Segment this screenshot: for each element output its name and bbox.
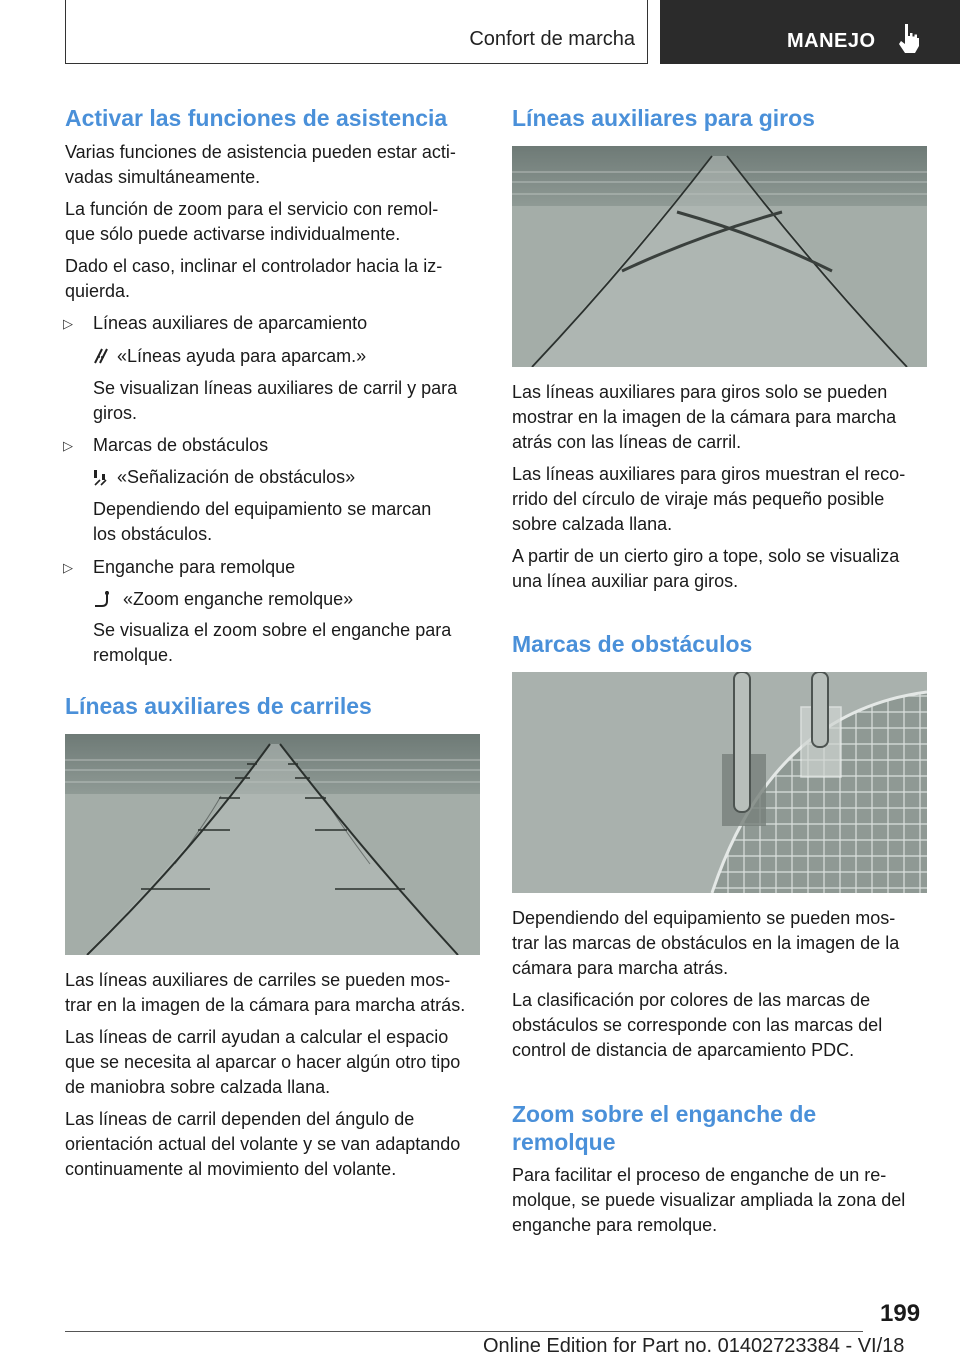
turn-lines-illustration xyxy=(512,146,927,367)
section-title-lineas-carriles: Líneas auxiliares de carriles xyxy=(65,693,372,719)
paragraph-line: Para facilitar el proceso de enganche de un re- xyxy=(512,1165,887,1185)
footer-divider xyxy=(65,1331,863,1332)
paragraph-line: Las líneas auxiliares de carriles se pueden mos- xyxy=(65,970,451,990)
paragraph-line: una línea auxiliar para giros. xyxy=(512,571,739,591)
paragraph-line: vadas simultáneamente. xyxy=(65,167,261,187)
paragraph-line: que se necesita al aparcar o hacer algún otro tipo xyxy=(65,1052,461,1072)
paragraph-line: sobre calzada llana. xyxy=(512,514,673,534)
header-section-title: Confort de marcha xyxy=(469,28,635,50)
paragraph-line: La clasificación por colores de las marcas de xyxy=(512,990,871,1010)
paragraph-line: atrás con las líneas de carril. xyxy=(512,432,742,452)
lane-lines-camera-image xyxy=(65,734,480,955)
paragraph-line: Dependiendo del equipamiento se marcan xyxy=(93,499,432,519)
section-title-zoom-enganche: Zoom sobre el enganche de xyxy=(512,1101,817,1127)
triangle-bullet-icon: ▷ xyxy=(63,438,73,453)
paragraph-line: Las líneas de carril dependen del ángulo de xyxy=(65,1109,415,1129)
obstacle-markers-illustration xyxy=(512,672,927,893)
paragraph-line: enganche para remolque. xyxy=(512,1215,718,1235)
footer-edition: Online Edition for Part no. 01402723384 - VI/18 xyxy=(483,1335,905,1357)
paragraph-line: Se visualiza el zoom sobre el enganche para xyxy=(93,620,452,640)
section-title-zoom-enganche-line2: remolque xyxy=(512,1129,616,1155)
paragraph-line: giros. xyxy=(93,403,138,423)
section-title-marcas-obstaculos: Marcas de obstáculos xyxy=(512,631,753,657)
paragraph-line: trar en la imagen de la cámara para marcha atrás. xyxy=(65,995,466,1015)
paragraph-line: Las líneas de carril ayudan a calcular el espacio xyxy=(65,1027,449,1047)
triangle-bullet-icon: ▷ xyxy=(63,316,73,331)
page-number: 199 xyxy=(880,1300,921,1327)
paragraph-line: orientación actual del volante y se van adaptando xyxy=(65,1134,461,1154)
paragraph-line: obstáculos se corresponde con las marcas del xyxy=(512,1015,883,1035)
header-chapter-tab xyxy=(660,0,960,64)
paragraph-line: trar las marcas de obstáculos en la imagen de la xyxy=(512,933,900,953)
section-title-lineas-giros: Líneas auxiliares para giros xyxy=(512,105,815,131)
lane-lines-illustration xyxy=(65,734,480,955)
paragraph-line: Dependiendo del equipamiento se pueden mos- xyxy=(512,908,896,928)
paragraph-line: A partir de un cierto giro a tope, solo se visualiza xyxy=(512,546,900,566)
paragraph-line: continuamente al movimiento del volante. xyxy=(65,1159,397,1179)
paragraph-line: de maniobra sobre calzada llana. xyxy=(65,1077,331,1097)
paragraph-line: rrido del círculo de viraje más pequeño posible xyxy=(512,489,885,509)
paragraph-line: Las líneas auxiliares para giros solo se pueden xyxy=(512,382,888,402)
paragraph-line: molque, se puede visualizar ampliada la zona del xyxy=(512,1190,906,1210)
paragraph-line: La función de zoom para el servicio con remol- xyxy=(65,199,439,219)
paragraph-line: los obstáculos. xyxy=(93,524,213,544)
menu-item-zoom-enganche: «Zoom enganche remolque» xyxy=(93,587,353,612)
paragraph-line: Varias funciones de asistencia pueden estar acti- xyxy=(65,142,456,162)
header-chapter-title: MANEJO xyxy=(787,30,876,52)
paragraph-line: Las líneas auxiliares para giros muestran el reco- xyxy=(512,464,906,484)
paragraph-line: mostrar en la imagen de la cámara para marcha xyxy=(512,407,897,427)
turn-lines-camera-image xyxy=(512,146,927,367)
triangle-bullet-icon: ▷ xyxy=(63,560,73,575)
paragraph-line: Se visualizan líneas auxiliares de carril y para xyxy=(93,378,458,398)
obstacle-markers-camera-image xyxy=(512,672,927,893)
trailer-hitch-icon xyxy=(93,590,115,608)
header-section-box xyxy=(65,0,648,64)
paragraph-line: quierda. xyxy=(65,281,131,301)
paragraph-line: Dado el caso, inclinar el controlador hacia la iz- xyxy=(65,256,443,276)
hand-pointer-icon xyxy=(896,22,922,54)
paragraph-line: remolque. xyxy=(93,645,174,665)
menu-item-senalizacion: «Señalización de obstáculos» xyxy=(93,465,355,490)
paragraph-line: que sólo puede activarse individualmente. xyxy=(65,224,401,244)
paragraph-line: control de distancia de aparcamiento PDC. xyxy=(512,1040,855,1060)
menu-item-lineas-ayuda: «Líneas ayuda para aparcam.» xyxy=(93,344,366,369)
obstacle-marker-icon xyxy=(93,468,109,486)
section-title-activar: Activar las funciones de asistencia xyxy=(65,105,448,131)
paragraph-line: cámara para marcha atrás. xyxy=(512,958,729,978)
parking-lines-icon xyxy=(93,347,109,365)
